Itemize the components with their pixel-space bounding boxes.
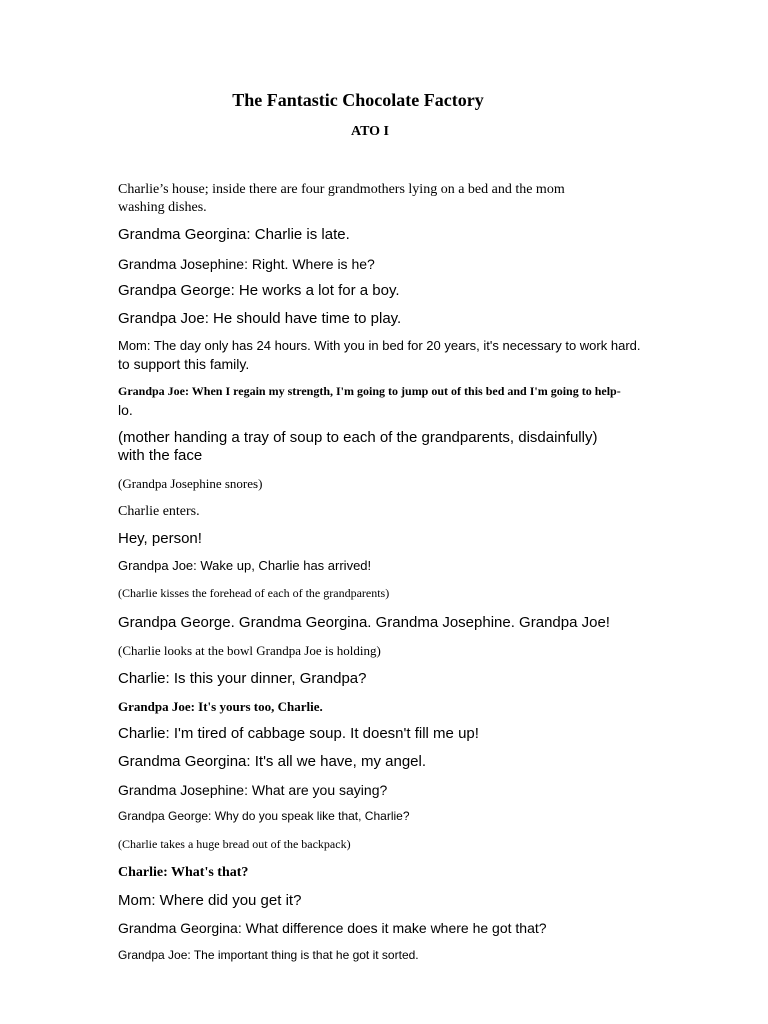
stage-direction: Charlie’s house; inside there are four grandmothers lying on a bed and the mom washing dishes.	[118, 182, 565, 215]
dialogue-line: Grandpa Joe: He should have time to play.	[118, 310, 402, 327]
act-heading: ATO I	[351, 124, 389, 139]
dialogue-line-continued: to support this family.	[118, 356, 250, 372]
dialogue-line: Hey, person!	[118, 530, 202, 547]
dialogue-line: Charlie: I'm tired of cabbage soup. It doesn't fill me up!	[118, 725, 479, 742]
dialogue-line: Grandpa Joe: The important thing is that he got it sorted.	[118, 948, 419, 962]
stage-direction: (mother handing a tray of soup to each of the grandparents, disdainfully) with the face	[118, 429, 598, 464]
document-title: The Fantastic Chocolate Factory	[232, 90, 484, 110]
dialogue-line: Grandma Georgina: It's all we have, my angel.	[118, 753, 427, 770]
dialogue-line: Grandma Josephine: What are you saying?	[118, 782, 388, 798]
dialogue-line: Mom: Where did you get it?	[118, 892, 302, 909]
stage-direction: (Grandpa Josephine snores)	[118, 476, 263, 491]
stage-direction: (Charlie kisses the forehead of each of the grandparents)	[118, 586, 390, 600]
dialogue-line: Grandma Georgina: Charlie is late.	[118, 226, 350, 243]
dialogue-line-continued: lo.	[118, 402, 133, 418]
dialogue-line: Grandma Georgina: What difference does it make where he got that?	[118, 920, 547, 936]
dialogue-line: Grandpa George: Why do you speak like that, Charlie?	[118, 809, 410, 823]
dialogue-line: Grandpa George: He works a lot for a boy.	[118, 282, 400, 299]
dialogue-line: Charlie: Is this your dinner, Grandpa?	[118, 670, 367, 687]
dialogue-line: Grandpa Joe: It's yours too, Charlie.	[118, 699, 323, 714]
stage-direction: Charlie enters.	[118, 504, 200, 519]
stage-direction: (Charlie looks at the bowl Grandpa Joe is holding)	[118, 643, 381, 658]
stage-direction: (Charlie takes a huge bread out of the backpack)	[118, 837, 351, 851]
dialogue-line: Grandma Josephine: Right. Where is he?	[118, 256, 375, 272]
dialogue-line: Mom: The day only has 24 hours. With you in bed for 20 years, it's necessary to work hard.	[118, 338, 641, 353]
dialogue-line: Grandpa Joe: When I regain my strength, I'm going to jump out of this bed and I'm going to help-	[118, 384, 621, 398]
dialogue-line: Grandpa Joe: Wake up, Charlie has arrived!	[118, 558, 372, 573]
dialogue-line: Charlie: What's that?	[118, 865, 249, 880]
dialogue-line: Grandpa George. Grandma Georgina. Grandma Josephine. Grandpa Joe!	[118, 614, 610, 631]
